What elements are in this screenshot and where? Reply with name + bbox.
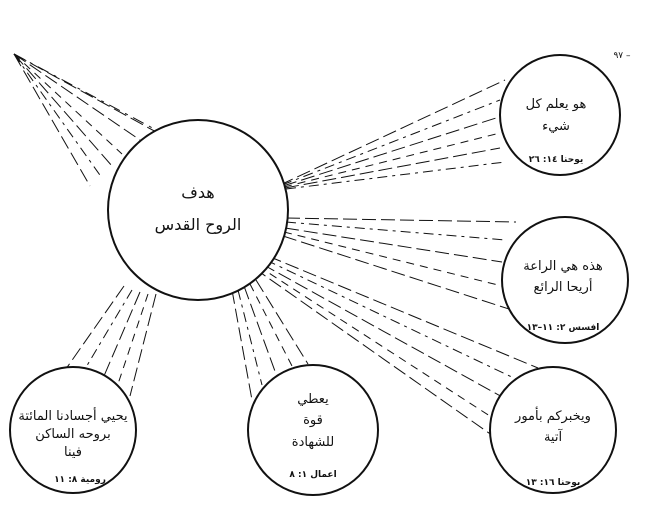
center-circle: [108, 120, 288, 300]
node-line-2: شيء: [542, 119, 570, 134]
scripture-reference: يوحنا ١٤: ٢٦: [528, 155, 584, 165]
rays-center-to-knows-all: [280, 80, 505, 189]
rays-center-to-this-is-reason: [283, 218, 516, 310]
scripture-reference: رومية ٨: ١١: [54, 475, 106, 485]
node-line-2: بروحه الساكن: [35, 427, 111, 442]
node-gives-power: [248, 365, 378, 495]
node-line-1: هو يعلم كل: [525, 97, 587, 112]
node-line-3: للشهادة: [291, 435, 335, 450]
page-number: ٩٧ –: [613, 51, 631, 61]
node-tells-things: [490, 367, 616, 493]
scripture-reference: افسس ٢: ١١–١٣: [526, 323, 600, 333]
node-line-2: أريحا الرائع: [533, 280, 593, 295]
node-line-2: قوة: [303, 413, 323, 428]
center-node: [108, 120, 288, 300]
node-line-1: ويخبركم بأمور: [515, 409, 591, 424]
scripture-reference: يوحنا ١٦: ١٣: [525, 478, 581, 488]
center-title-line-1: هدف: [181, 183, 215, 202]
node-revives-bodies: [10, 367, 136, 493]
center-title-line-2: الروح القدس: [154, 215, 242, 234]
node-line-1: هذه هي الراعة: [523, 259, 603, 274]
node-line-2: آتية: [543, 430, 563, 445]
node-line-3: فينا: [63, 445, 83, 460]
node-line-1: يحيي أجسادنا المائتة: [18, 409, 128, 424]
node-knows-all: [500, 55, 620, 175]
scripture-reference: اعمال ١: ٨: [289, 470, 337, 480]
node-line-1: يعطي: [297, 392, 329, 407]
node-this-is-reason: [502, 217, 628, 343]
